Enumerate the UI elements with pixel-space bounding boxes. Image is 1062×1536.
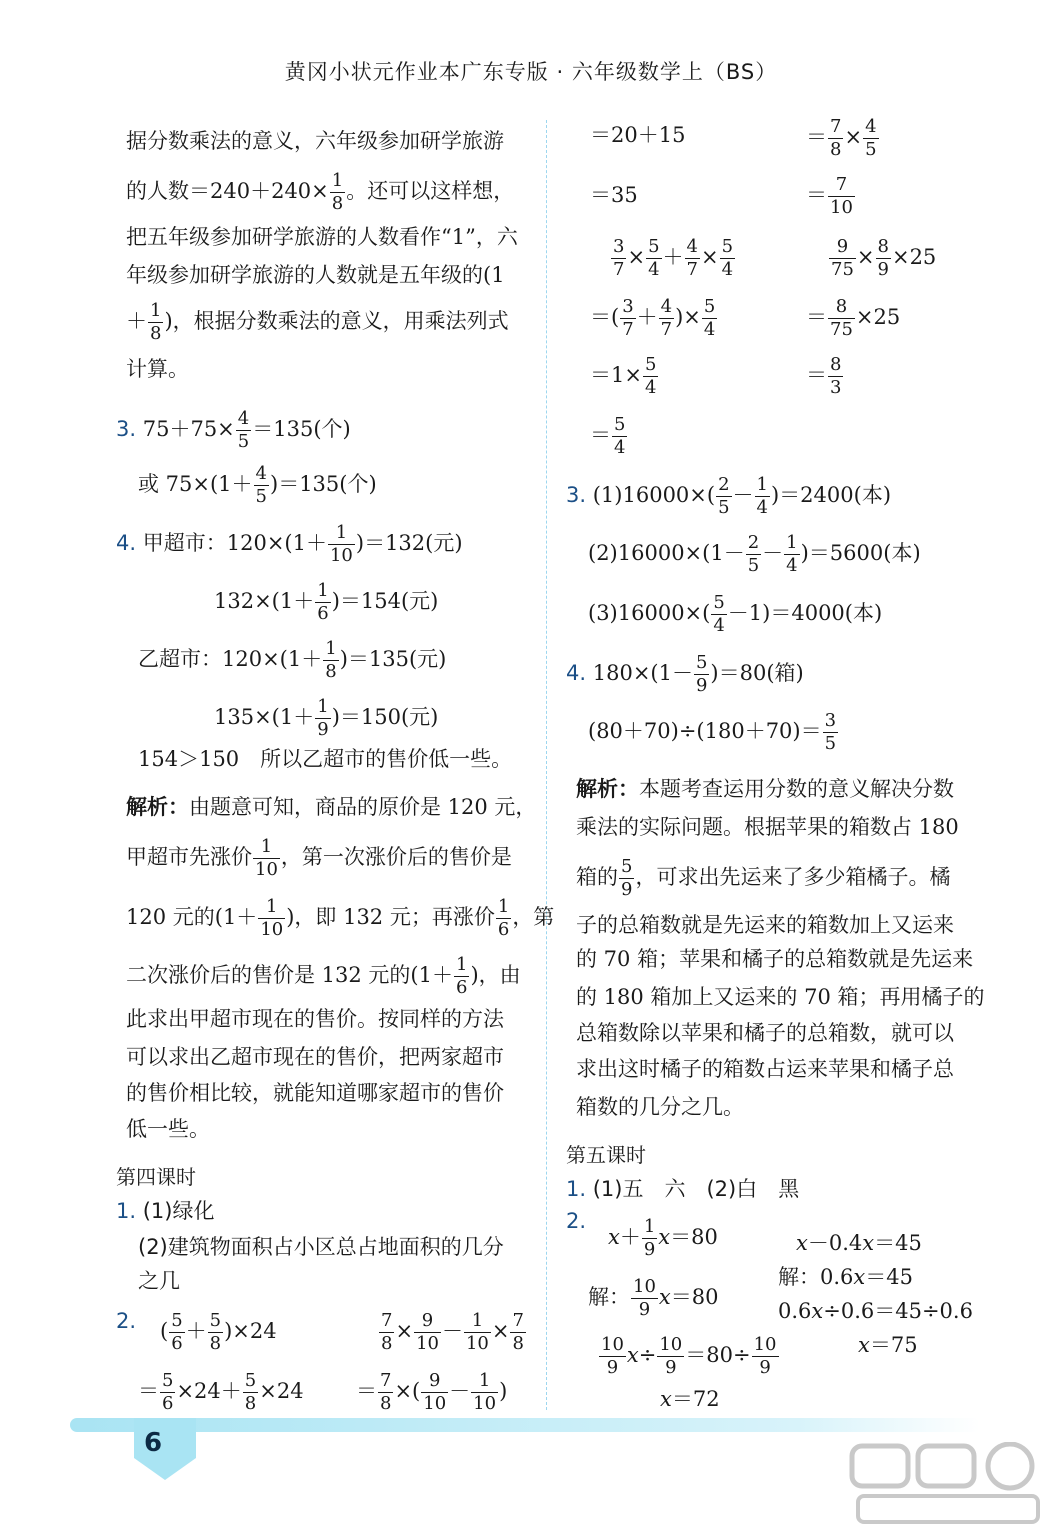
expression: ＝ $\frac{7}{8}$ × $\frac{4}{5}$ [806, 116, 877, 160]
text-line: 120 元的(1＋ $\frac{1}{10}$ )，即 132 元；再涨价 $\frac{1}{6}$ ，第 [126, 896, 555, 940]
text-line: 箱的 $\frac{5}{9}$ ，可求出先运来了多少箱橘子。橘 [576, 856, 951, 900]
equation: x－0.4x＝45 [796, 1231, 922, 1255]
question-4: 4. 180×(1－ $\frac{5}{9}$ )＝80(箱) [566, 652, 804, 696]
text-line: 求出这时橘子的箱数占运来苹果和橘子总 [576, 1057, 954, 1081]
expression: $\frac{7}{8}$ × $\frac{9}{10}$ － $\frac{1}{10}$ × $\frac{7}{8}$ [381, 1310, 524, 1354]
text-line: 可以求出乙超市现在的售价，把两家超市 [126, 1045, 504, 1069]
analysis-line: 解析：本题考查运用分数的意义解决分数 [576, 777, 954, 801]
equation: x＋ $\frac{1}{9}$ x＝80 [608, 1216, 718, 1260]
expression: $\frac{3}{7}$ × $\frac{5}{4}$ ＋ $\frac{4}{7}$ × $\frac{5}{4}$ [613, 236, 734, 280]
text-line: 甲超市先涨价 $\frac{1}{10}$ ，第一次涨价后的售价是 [126, 836, 512, 880]
text-line: 132×(1＋ $\frac{1}{6}$ )＝154(元) [214, 580, 439, 624]
footer-bar [70, 1418, 980, 1432]
text-line: 的 180 箱加上又运来的 70 箱；再用橘子的 [576, 985, 985, 1009]
question-1: 1. (1)五 六 (2)白 黑 [566, 1177, 800, 1201]
text-line: 乙超市：120×(1＋ $\frac{1}{8}$ )＝135(元) [138, 638, 447, 682]
equation: $\frac{10}{9}$ x÷ $\frac{10}{9}$ ＝80÷ $\frac{10}{9}$ [601, 1334, 777, 1378]
expression: ( $\frac{5}{6}$ ＋ $\frac{5}{8}$ )×24 [160, 1310, 277, 1354]
text-line: (80＋70)÷(180＋70)＝ $\frac{3}{5}$ [588, 710, 837, 754]
equation: 0.6x÷0.6＝45÷0.6 [778, 1299, 973, 1323]
question-4: 4. 甲超市：120×(1＋ $\frac{1}{10}$ )＝132(元) [116, 522, 463, 566]
question-2: 2. [116, 1309, 137, 1333]
column-divider [546, 120, 547, 1410]
text-line: ＋ $\frac{1}{8}$ )，根据分数乘法的意义，用乘法列式 [126, 300, 509, 344]
text-line: 箱数的几分之几。 [576, 1095, 744, 1119]
analysis-line: 解析：由题意可知，商品的原价是 120 元， [126, 795, 537, 819]
expression: ＝ $\frac{8}{3}$ [806, 354, 842, 398]
expression: $\frac{9}{75}$ × $\frac{8}{9}$ ×25 [831, 236, 937, 280]
page-header: 黄冈小状元作业本广东专版 · 六年级数学上（BS） [284, 60, 778, 84]
section-title: 第四课时 [116, 1165, 196, 1189]
text-line: 154＞150 所以乙超市的售价低一些。 [138, 747, 513, 771]
equation: 解： $\frac{10}{9}$ x＝80 [588, 1276, 719, 1320]
question-1: 1. (1)绿化 [116, 1199, 215, 1223]
text-line: 总箱数除以苹果和橘子的总箱数，就可以 [576, 1021, 954, 1045]
text-line: 的人数＝240＋240× $\frac{1}{8}$ 。还可以这样想， [126, 170, 515, 214]
watermark-logo [848, 1442, 1048, 1528]
expression: ＝ $\frac{5}{4}$ [590, 414, 626, 458]
expression: ＝ $\frac{7}{10}$ [806, 174, 853, 218]
text-line: (2)16000×(1－ $\frac{2}{5}$ － $\frac{1}{4}$ )＝5600(本) [588, 532, 921, 576]
expression: ＝35 [590, 183, 638, 207]
page-number: 6 [144, 1428, 163, 1458]
text-line: 之几 [138, 1269, 180, 1293]
expression: ＝1× $\frac{5}{4}$ [590, 354, 657, 398]
text-line: 或 75×(1＋ $\frac{4}{5}$ )＝135(个) [138, 463, 377, 507]
expression: ＝ $\frac{7}{8}$ ×( $\frac{9}{10}$ － $\frac{1}{10}$ ) [356, 1370, 508, 1414]
text-line: 的 70 箱；苹果和橘子的总箱数就是先运来 [576, 947, 974, 971]
text-line: 二次涨价后的售价是 132 元的(1＋ $\frac{1}{6}$ )，由 [126, 954, 521, 998]
text-line: 135×(1＋ $\frac{1}{9}$ )＝150(元) [214, 696, 439, 740]
text-line: 的售价相比较，就能知道哪家超市的售价 [126, 1081, 504, 1105]
expression: ＝( $\frac{3}{7}$ ＋ $\frac{4}{7}$ )× $\frac{5}{4}$ [590, 296, 716, 340]
text-line: 子的总箱数就是先运来的箱数加上又运来 [576, 913, 954, 937]
section-title: 第五课时 [566, 1143, 646, 1167]
expression: ＝20＋15 [590, 123, 686, 147]
text-line: 低一些。 [126, 1117, 210, 1141]
equation: x＝72 [660, 1387, 720, 1411]
question-3: 3. 75＋75× $\frac{4}{5}$ ＝135(个) [116, 408, 351, 452]
text-line: 乘法的实际问题。根据苹果的箱数占 180 [576, 815, 959, 839]
equation: 解：0.6x＝45 [778, 1265, 913, 1289]
equation: x＝75 [858, 1333, 918, 1357]
text-line: 据分数乘法的意义，六年级参加研学旅游 [126, 129, 504, 153]
text-line: 计算。 [126, 357, 189, 381]
text-line: (2)建筑物面积占小区总占地面积的几分 [138, 1235, 504, 1259]
text-line: 此求出甲超市现在的售价。按同样的方法 [126, 1007, 504, 1031]
text-line: (3)16000×( $\frac{5}{4}$ －1)＝4000(本) [588, 592, 883, 636]
text-line: 年级参加研学旅游的人数就是五年级的(1 [126, 263, 505, 287]
expression: ＝ $\frac{8}{75}$ ×25 [806, 296, 901, 340]
question-3: 3. (1)16000×( $\frac{2}{5}$ － $\frac{1}{4}$ )＝2400(本) [566, 474, 892, 518]
question-2: 2. [566, 1209, 587, 1233]
text-line: 把五年级参加研学旅游的人数看作“1”，六 [126, 225, 518, 249]
expression: ＝ $\frac{5}{6}$ ×24＋ $\frac{5}{8}$ ×24 [138, 1370, 304, 1414]
